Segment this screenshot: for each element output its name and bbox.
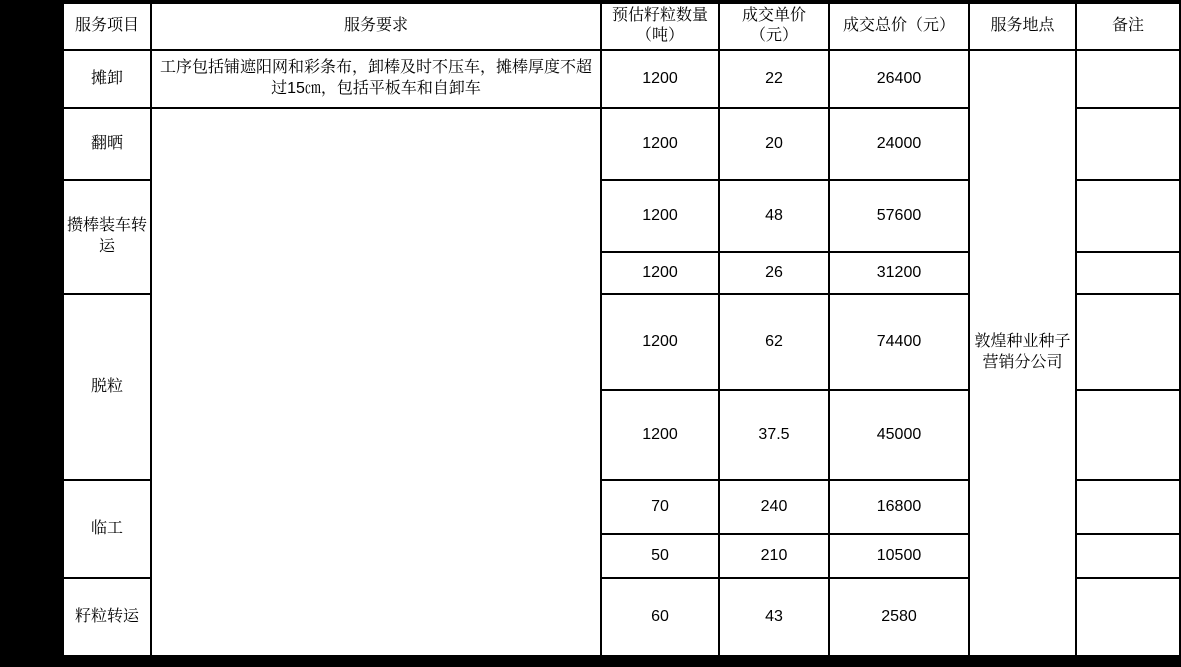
cell-total-price: 45000	[829, 390, 969, 480]
cell-quantity: 1200	[601, 180, 719, 252]
cell-note	[1076, 390, 1180, 480]
cell-quantity: 60	[601, 578, 719, 656]
cell-unit-price: 43	[719, 578, 829, 656]
cell-unit-price: 37.5	[719, 390, 829, 480]
cell-note	[1076, 480, 1180, 534]
cell-item: 籽粒转运	[63, 578, 151, 656]
column-header-place: 服务地点	[969, 3, 1076, 50]
cell-item: 翻晒	[63, 108, 151, 180]
column-header-requirement: 服务要求	[151, 3, 601, 50]
cell-quantity: 1200	[601, 252, 719, 294]
cell-requirement: 工序包括铺遮阳网和彩条布，卸棒及时不压车，摊棒厚度不超过15㎝，包括平板车和自卸车	[151, 50, 601, 108]
cell-item: 临工	[63, 480, 151, 578]
cell-unit-price: 22	[719, 50, 829, 108]
cell-note	[1076, 252, 1180, 294]
cell-quantity: 50	[601, 534, 719, 578]
cell-total-price: 16800	[829, 480, 969, 534]
cell-total-price: 31200	[829, 252, 969, 294]
cell-requirement-redacted	[151, 108, 601, 656]
cell-note	[1076, 578, 1180, 656]
cell-place: 敦煌种业种子营销分公司	[969, 50, 1076, 656]
cell-quantity: 1200	[601, 390, 719, 480]
column-header-total-price: 成交总价（元）	[829, 3, 969, 50]
column-header-note: 备注	[1076, 3, 1180, 50]
cell-note	[1076, 180, 1180, 252]
cell-total-price: 2580	[829, 578, 969, 656]
cell-unit-price: 26	[719, 252, 829, 294]
cell-quantity: 70	[601, 480, 719, 534]
cell-item: 摊卸	[63, 50, 151, 108]
table-header-row	[63, 3, 1180, 50]
cell-note	[1076, 108, 1180, 180]
cell-total-price: 10500	[829, 534, 969, 578]
cell-note	[1076, 534, 1180, 578]
cell-total-price: 24000	[829, 108, 969, 180]
cell-unit-price: 20	[719, 108, 829, 180]
cell-unit-price: 210	[719, 534, 829, 578]
service-items-table	[62, 2, 1181, 657]
cell-total-price: 26400	[829, 50, 969, 108]
cell-note	[1076, 50, 1180, 108]
cell-quantity: 1200	[601, 108, 719, 180]
cell-total-price: 57600	[829, 180, 969, 252]
column-header-item: 服务项目	[63, 3, 151, 50]
column-header-quantity: 预估籽粒数量（吨）	[601, 3, 719, 50]
cell-unit-price: 240	[719, 480, 829, 534]
cell-item: 攒棒装车转运	[63, 180, 151, 294]
cell-unit-price: 48	[719, 180, 829, 252]
cell-total-price: 74400	[829, 294, 969, 390]
cell-quantity: 1200	[601, 294, 719, 390]
table-row	[63, 50, 1180, 108]
cell-item: 脱粒	[63, 294, 151, 480]
column-header-unit-price: 成交单价（元）	[719, 3, 829, 50]
cell-quantity: 1200	[601, 50, 719, 108]
cell-note	[1076, 294, 1180, 390]
cell-unit-price: 62	[719, 294, 829, 390]
